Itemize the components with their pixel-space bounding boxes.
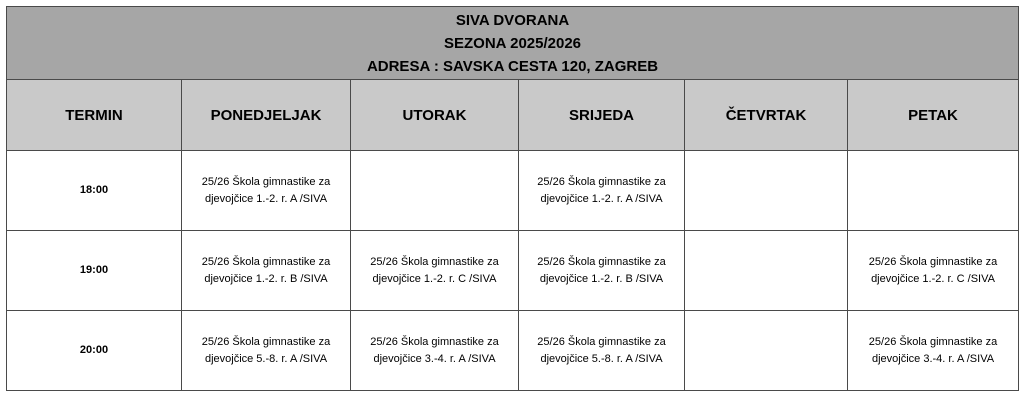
class-entry: 25/26 Škola gimnastike za djevojčice 3.-4. r. A /SIVA [868,335,998,365]
schedule-cell [685,151,848,231]
venue-name: SIVA DVORANA [455,11,570,29]
class-entry: 25/26 Škola gimnastike za djevojčice 1.-2. r. A /SIVA [201,175,331,205]
schedule-cell [848,231,1019,311]
class-entry: 25/26 Škola gimnastike za djevojčice 5.-8. r. A /SIVA [201,335,331,365]
time-slot-cell: 19:00 [7,231,182,311]
table-row [7,231,1019,311]
schedule-cell [519,231,685,311]
schedule-table [6,6,1019,391]
table-row [7,311,1019,391]
column-header-termin: TERMIN [7,80,182,151]
schedule-cell [351,231,519,311]
schedule-cell [848,311,1019,391]
schedule-title [7,7,1019,80]
schedule-cell [519,311,685,391]
class-entry: 25/26 Škola gimnastike za djevojčice 1.-2. r. C /SIVA [370,255,499,285]
schedule-cell [685,231,848,311]
season-label: SEZONA 2025/2026 [444,34,582,52]
schedule-cell [182,231,351,311]
column-header-cetvrtak: ČETVRTAK [685,80,848,151]
time-slot-cell: 18:00 [7,151,182,231]
address-label: ADRESA : SAVSKA CESTA 120, ZAGREB [366,57,659,75]
schedule-cell [351,151,519,231]
class-entry: 25/26 Škola gimnastike za djevojčice 5.-8. r. A /SIVA [537,335,666,365]
title-row [7,7,1019,80]
column-header-srijeda: SRIJEDA [519,80,685,151]
class-entry: 25/26 Škola gimnastike za djevojčice 1.-2. r. C /SIVA [868,255,998,285]
column-header-row [7,80,1019,151]
schedule-cell [685,311,848,391]
class-entry: 25/26 Škola gimnastike za djevojčice 3.-4. r. A /SIVA [370,335,499,365]
column-header-ponedjeljak: PONEDJELJAK [182,80,351,151]
table-row [7,151,1019,231]
schedule-cell [351,311,519,391]
schedule-cell [182,311,351,391]
class-entry: 25/26 Škola gimnastike za djevojčice 1.-2. r. B /SIVA [201,255,331,285]
column-header-utorak: UTORAK [351,80,519,151]
schedule-cell [848,151,1019,231]
schedule-cell [182,151,351,231]
time-slot-cell: 20:00 [7,311,182,391]
schedule-cell [519,151,685,231]
column-header-petak: PETAK [848,80,1019,151]
class-entry: 25/26 Škola gimnastike za djevojčice 1.-2. r. B /SIVA [537,255,666,285]
class-entry: 25/26 Škola gimnastike za djevojčice 1.-2. r. A /SIVA [537,175,666,205]
